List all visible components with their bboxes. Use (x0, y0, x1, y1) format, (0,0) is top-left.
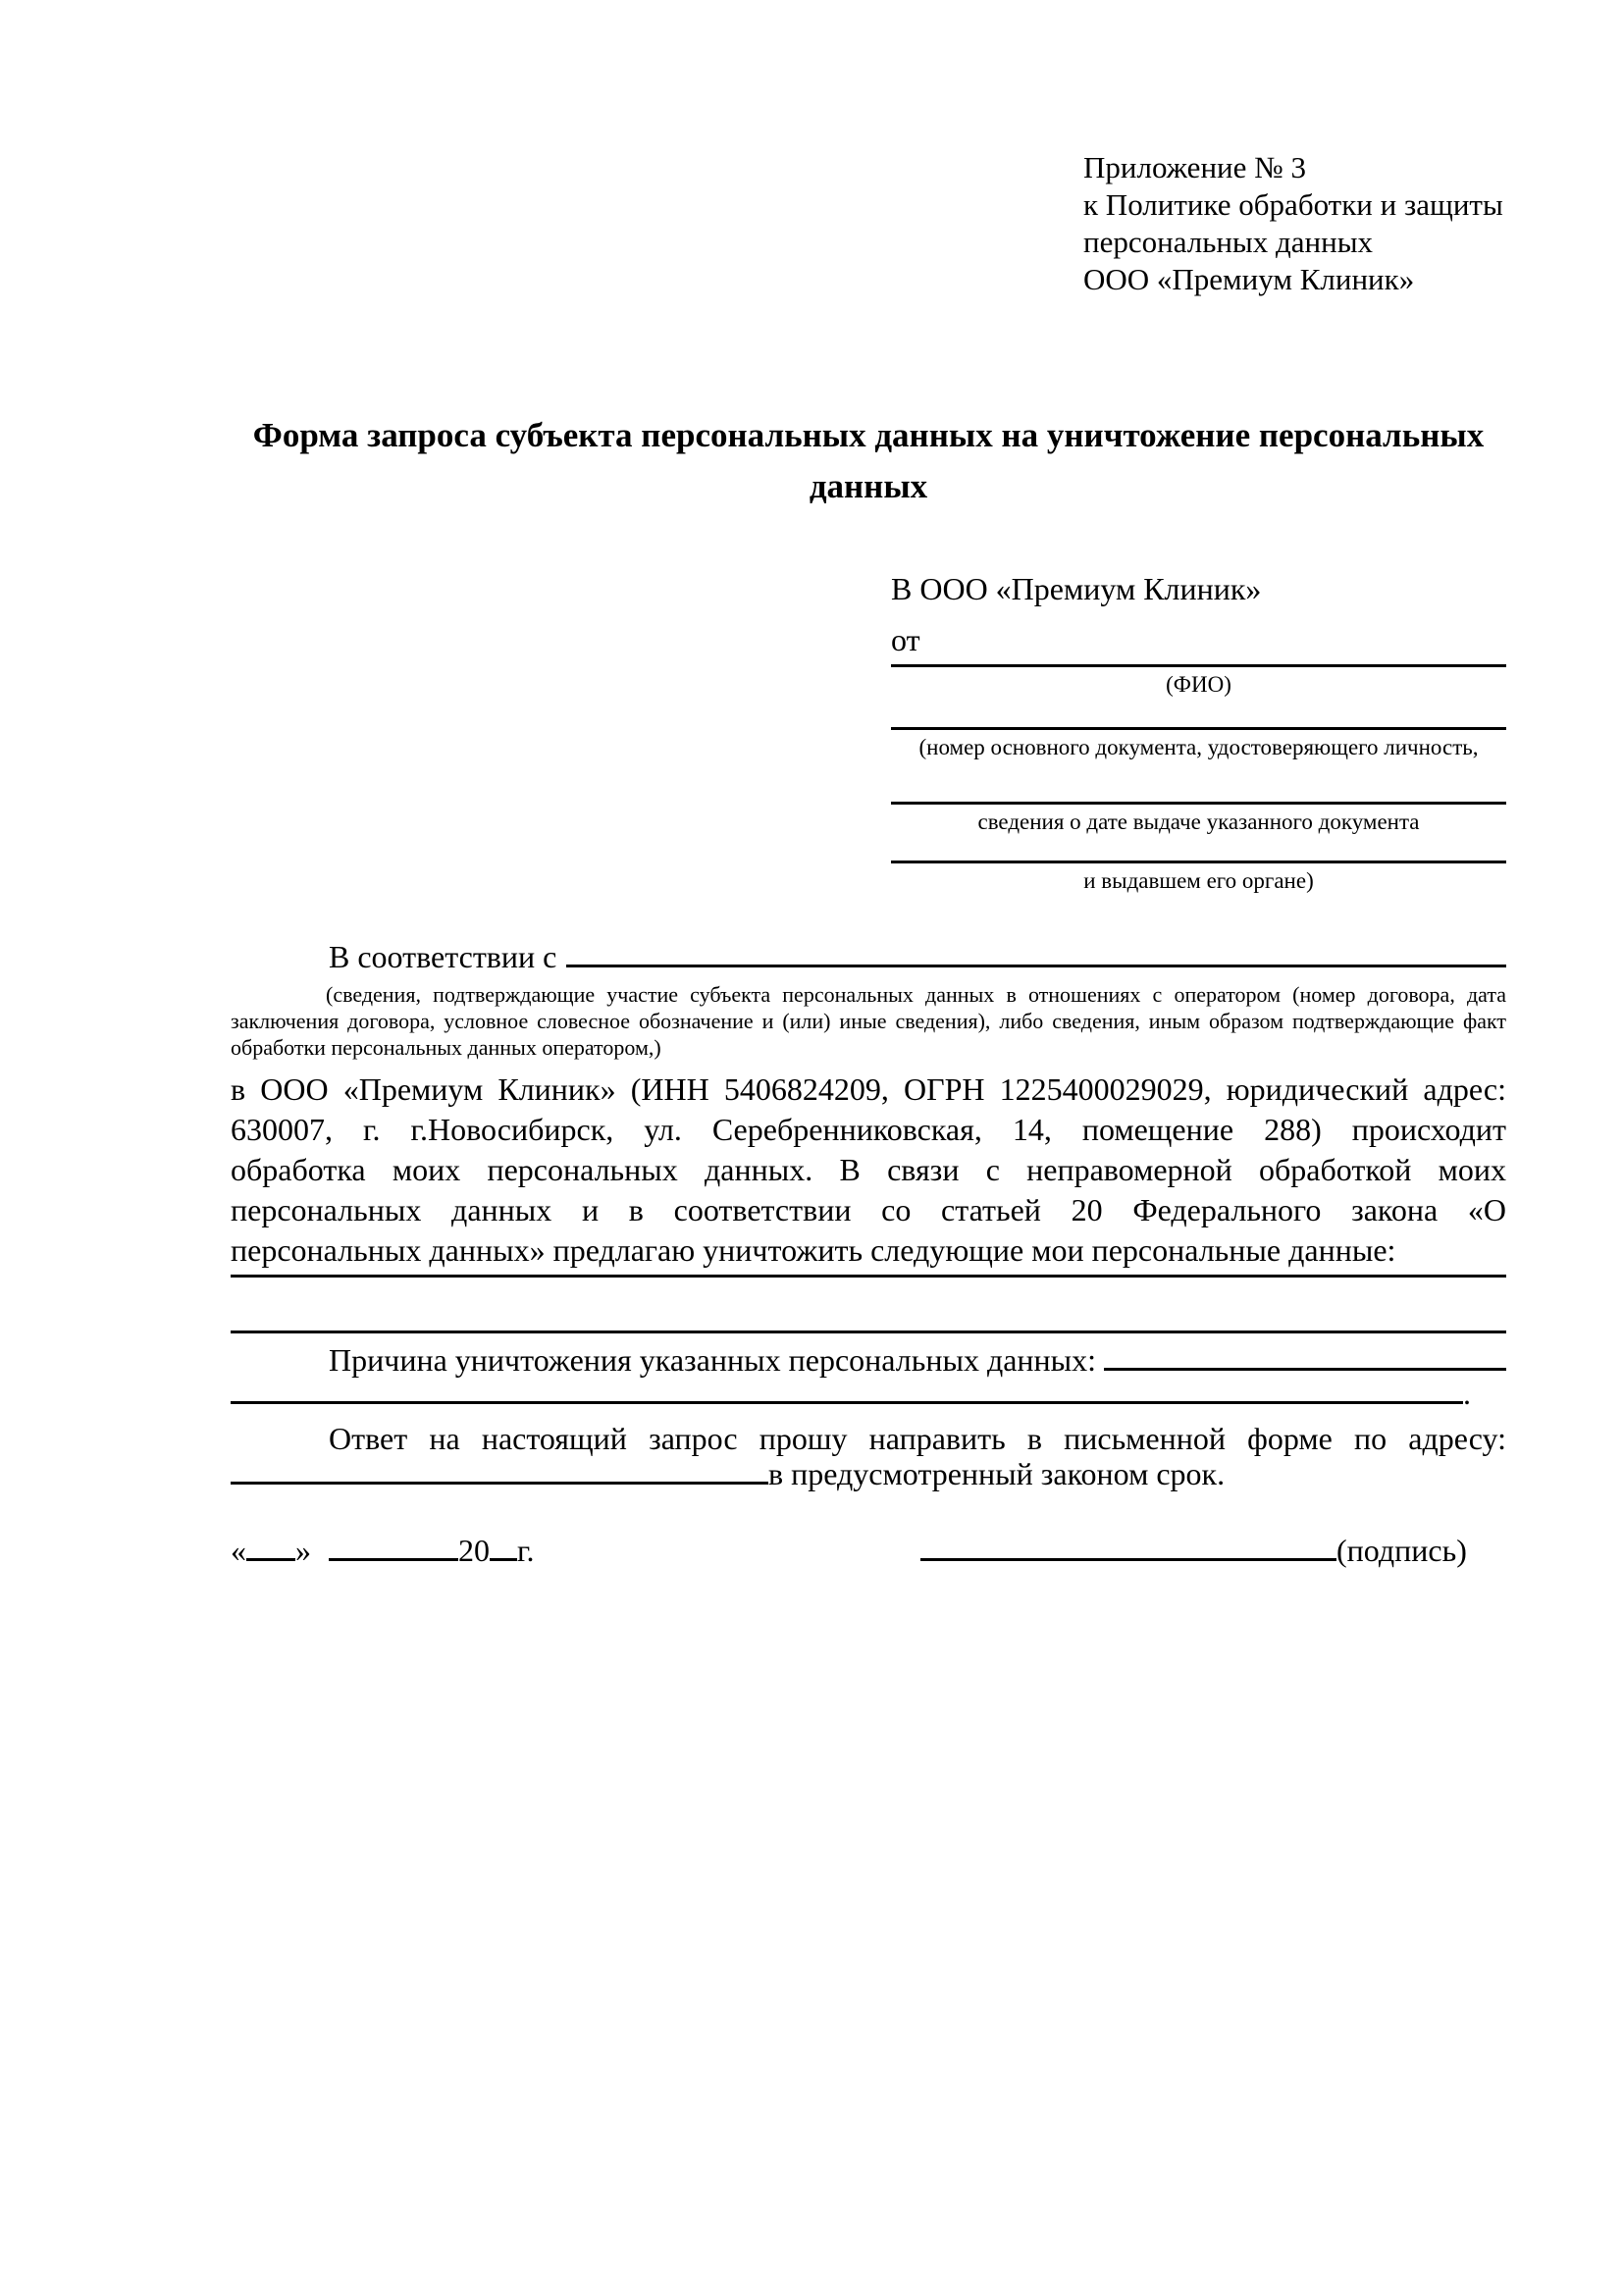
response-request-line: Ответ на настоящий запрос прошу направить в письменной форме по адресу: (329, 1421, 1506, 1456)
paragraph-line: 630007, г. г.Новосибирск, ул. Серебренниковская, 14, помещение 288) происходит (231, 1112, 1506, 1147)
appendix-header-line: персональных данных (1083, 225, 1374, 259)
document-title: Форма запроса субъекта персональных данных на уничтожение персональных данных (252, 416, 1485, 505)
fio-field-line (891, 664, 1506, 667)
document-number-caption: (номер основного документа, удостоверяющего личность, (918, 735, 1479, 759)
issuing-authority-caption: и выдавшем его органе) (1083, 868, 1314, 893)
reason-continuation-row (231, 1374, 1506, 1413)
reason-continuation-blank-line (231, 1401, 1463, 1404)
personal-data-blank-line-2 (231, 1331, 1506, 1333)
appendix-header (1083, 149, 1503, 298)
accordance-note-line: (сведения, подтверждающие участие субъекта персональных данных в отношениях с оператором (номер договора, дата (326, 982, 1506, 1007)
response-address-row (231, 1454, 1506, 1493)
accordance-blank-line (566, 965, 1506, 967)
accordance-row (231, 938, 1506, 975)
date-close-quote: » (295, 1533, 311, 1568)
reason-label: Причина уничтожения указанных персональных данных: (329, 1342, 1097, 1378)
accordance-label: В соответствии с (329, 939, 557, 974)
paragraph-line: персональных данных и в соответствии со статьей 20 Федерального закона «О (231, 1192, 1506, 1227)
issue-date-field-line (891, 802, 1506, 805)
date-year-suffix: г. (517, 1533, 535, 1568)
reason-period: . (1463, 1376, 1471, 1411)
response-address-blank-line (231, 1481, 768, 1485)
appendix-header-line: к Политике обработки и защиты (1083, 187, 1503, 222)
accordance-note-line: обработки персональных данных оператором,) (231, 1035, 661, 1060)
personal-data-blank-line-1 (231, 1275, 1506, 1278)
accordance-note (231, 981, 1506, 1061)
date-year-prefix: 20 (458, 1533, 490, 1568)
addressee-from-label: от (891, 622, 920, 657)
fio-caption: (ФИО) (1166, 672, 1231, 697)
document-number-field-line (891, 727, 1506, 730)
paragraph-line: персональных данных» предлагаю уничтожить следующие мои персональные данные: (231, 1232, 1396, 1268)
accordance-note-line: заключения договора, условное словесное обозначение и (или) иные сведения), либо сведения, иным образом подтверждающие факт (231, 1009, 1506, 1033)
addressee-organization: В ООО «Премиум Клиник» (891, 571, 1262, 606)
issuing-authority-field-line (891, 861, 1506, 863)
reason-blank-line (1104, 1368, 1506, 1371)
paragraph-line: обработка моих персональных данных. В связи с неправомерной обработкой моих (231, 1152, 1506, 1187)
signature-row (920, 1531, 1467, 1570)
signature-blank-line (920, 1557, 1336, 1561)
issue-date-caption: сведения о дате выдаче указанного документа (977, 809, 1420, 834)
appendix-header-line: ООО «Премиум Клиник» (1083, 262, 1415, 296)
signature-caption: (подпись) (1336, 1533, 1467, 1568)
date-open-quote: « (231, 1533, 246, 1568)
main-paragraph (231, 1070, 1506, 1271)
date-month-blank (329, 1557, 458, 1561)
date-day-blank (246, 1557, 295, 1561)
date-row (231, 1531, 535, 1570)
response-tail: в предусмотренный законом срок. (768, 1456, 1226, 1491)
appendix-header-line: Приложение № 3 (1083, 150, 1306, 184)
date-year-blank (490, 1557, 517, 1561)
paragraph-line: в ООО «Премиум Клиник» (ИНН 5406824209, ОГРН 1225400029029, юридический адрес: (231, 1071, 1506, 1107)
